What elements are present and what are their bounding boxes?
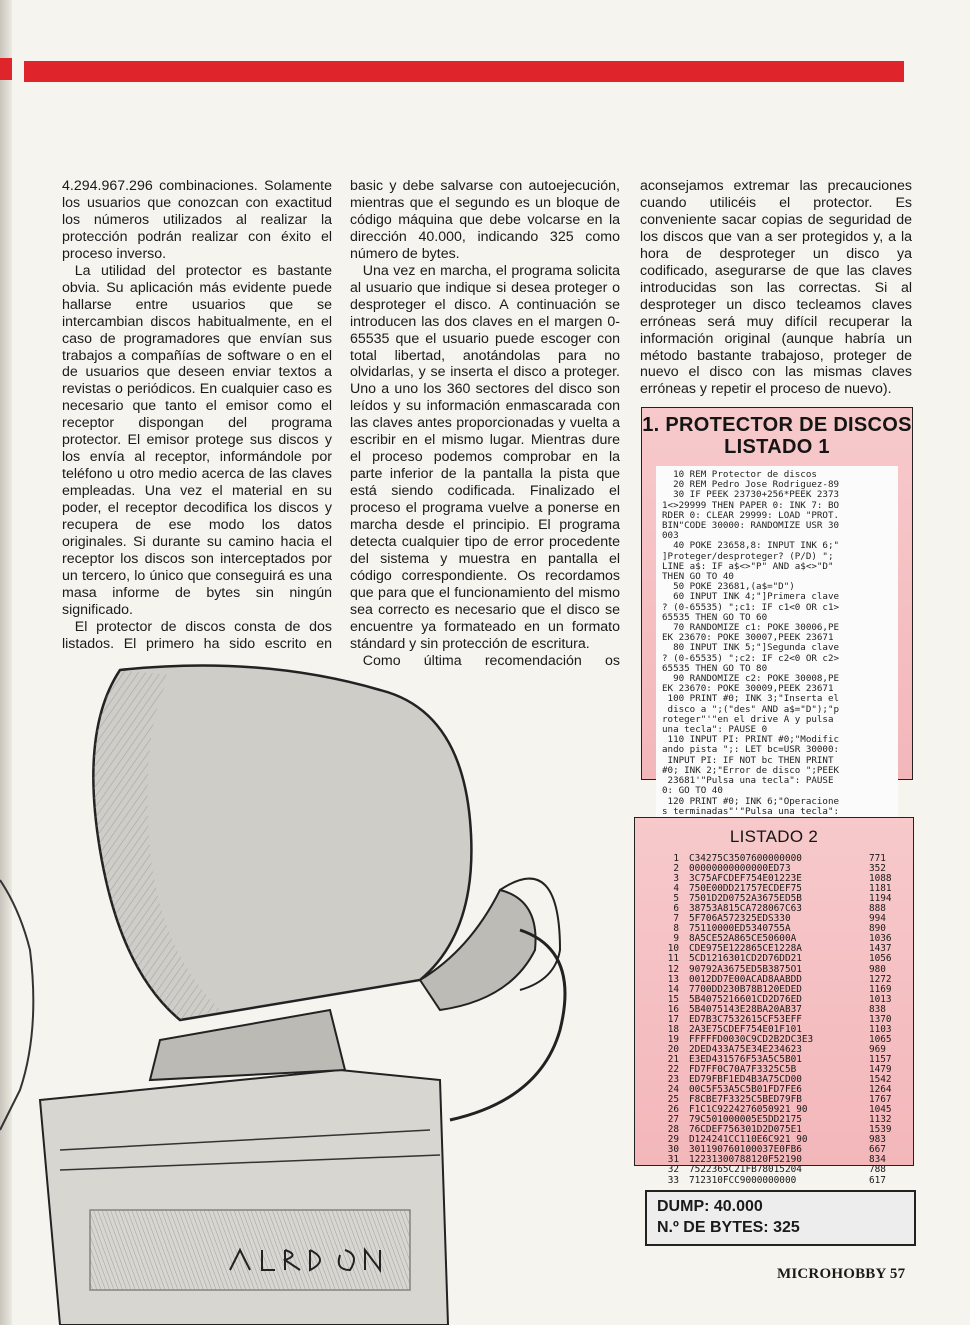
hex-data: 79C501000005E5DD2175 — [689, 1114, 802, 1126]
header-bar — [24, 61, 904, 82]
checksum: 1169 — [869, 983, 892, 995]
listing-2-table — [657, 854, 913, 1186]
article-paragraph: Como última recomendación os — [362, 652, 620, 669]
line-number: 28 — [667, 1124, 679, 1136]
hex-data: 5F706A572325EDS330 — [689, 913, 791, 925]
line-number: 27 — [667, 1114, 679, 1126]
line-number: 6 — [673, 903, 679, 915]
line-number: 11 — [667, 953, 679, 965]
article-paragraph: basic y debe salvarse con autoejecución, mientras que el segundo es un bloque de código máquina que debe volcarse en la dirección 40.000, indicando 325 como número de bytes. — [350, 178, 620, 262]
line-number: 16 — [667, 1003, 679, 1015]
checksum: 1542 — [869, 1074, 892, 1086]
checksum: 994 — [869, 913, 886, 925]
article-paragraph: Una vez en marcha, el programa solicita al usuario que indique si desea proteger o desproteger el disco. A continuación se introducen las dos claves en el margen 0-65535 que el usuario puede escoger con total libertad, anotándolas para no olvidarlas, y se inserta el disco a proteger. Uno a uno los 360 sectores del disco son leídos y su información enmascarada con las claves antes proporcionadas y vuelta a escribir en el mismo lugar. Mientras dure el proceso podemos comprobar en la parte inferior de la pantalla la pista que está siendo codificada. Finalizado el proceso el programa vuelve a ponerse en marcha desde el principio. El programa detecta cualquier tipo de error procedente del sistema y muestra en pantalla el código correspondiente. Os recordamos que para que el funcionamiento del mismo sea correcto es necesario que el disco se encuentre ya formateado en un formato stándard y sin protección de escritura. — [350, 262, 620, 652]
checksum: 1088 — [869, 873, 892, 885]
checksum: 983 — [869, 1134, 886, 1146]
checksum: 890 — [869, 923, 886, 935]
checksum: 1767 — [869, 1094, 892, 1106]
checksum: 1370 — [869, 1013, 892, 1025]
checksum: 1065 — [869, 1033, 892, 1045]
edge-tab — [0, 58, 12, 80]
hex-data: 7501D2D0752A3675ED5B — [689, 893, 802, 905]
line-number: 17 — [667, 1013, 679, 1025]
hex-data: F1C1C9224276050921 90 — [689, 1104, 808, 1116]
line-number: 21 — [667, 1053, 679, 1065]
checksum: 788 — [869, 1164, 886, 1176]
dump-address: DUMP: 40.000 — [657, 1198, 763, 1215]
artist-signature: TARDÓN — [245, 1268, 250, 1269]
line-number: 22 — [667, 1063, 679, 1075]
checksum: 888 — [869, 903, 886, 915]
listing-1-code: 10 REM Protector de discos 20 REM Pedro Jose Rodriguez-89 30 IF PEEK 23730+256*PEEK 2373 1<>29999 THEN PAPER 0: INK 7: BO RDER 0: CLEAR 29999: LOAD "PROT. BIN"CODE 30000: RANDOMIZE USR 30 003 40 POKE 23658,8: INPUT INK 6;" ]Proteger/desproteger? (P/D) "; LINE a$: IF a$<>"P" AND a$<>"D" THEN GO TO 40 50 POKE 23681,(a$="D") 60 INPUT INK 4;"]Primera clave ? (0-65535) ";c1: IF c1<0 OR c1> 65535 THEN GO TO 60 70 RANDOMIZE c1: POKE 30006,PE EK 23670: POKE 30007,PEEK 23671 80 INPUT INK 5;"]Segunda clave ? (0-65535) ";c2: IF c2<0 OR c2> 65535 THEN GO TO 80 90 RANDOMIZE c2: POKE 30008,PE EK 23670: POKE 30009,PEEK 23671 100 PRINT #0; INK 3;"Inserta el disco a ";("des" AND a$="D");"p roteger"'"en el drive A y pulsa una tecla": PAUSE 0 110 INPUT PI: PRINT #0;"Modific ando pista ";: LET bc=USR 30000: INPUT PI: IF NOT bc THEN PRINT #0; INK 2;"Error de disco ";PEEK 23681'"Pulsa una tecla": PAUSE 0: GO TO 40 120 PRINT #0; INK 6;"Operacione s terminadas"'"Pulsa una tecla": — [662, 469, 840, 817]
table-row — [657, 1165, 913, 1175]
article-paragraph: 4.294.967.296 combinaciones. Solamente los usuarios que conozcan con exactitud los números utilizados al realizar la protección podrán realizar con éxito el proceso inverso. — [62, 178, 332, 262]
checksum: 1181 — [869, 883, 892, 895]
article-paragraph: El protector de discos consta de dos listados. El primero ha sido escrito en — [62, 618, 332, 652]
hex-data: 12231300788120F52190 — [689, 1154, 802, 1166]
checksum: 617 — [869, 1174, 886, 1186]
line-number: 29 — [667, 1134, 679, 1146]
checksum: 352 — [869, 863, 886, 875]
computer-monitor-illustration — [0, 650, 625, 1325]
hex-data: D124241CC110E6C921 90 — [689, 1134, 808, 1146]
checksum: 1013 — [869, 993, 892, 1005]
listing-2-box — [634, 817, 914, 1186]
article-column-2 — [350, 178, 620, 670]
hex-data: 00C5F53A5C5B01FD7FE6 — [689, 1084, 802, 1096]
hex-data: 75110000ED5340755A — [689, 923, 791, 935]
checksum: 1132 — [869, 1114, 892, 1126]
page-footer: MICROHOBBY 57 — [777, 1266, 906, 1282]
article-column-3 — [640, 178, 912, 398]
checksum: 834 — [869, 1154, 886, 1166]
checksum: 1264 — [869, 1084, 892, 1096]
article-paragraph: La utilidad del protector es bastante obvia. Su aplicación más evidente puede hallarse entre usuarios que se intercambian discos habitualmente, en el caso de programadores que envían sus trabajos a compañías de software o en el de usuarios que deseen enviar textos a revistas o periódicos. En cualquier caso es necesario que tanto el emisor como el receptor dispongan del programa protector. El emisor protege sus discos y los envía al receptor, informándole por teléfono u otro medio acerca de las claves empleadas. Una vez el material en su poder, el receptor decodifica los discos y recupera de ese modo los datos originales. Si durante su camino hacia el receptor los discos son interceptados por un tercero, lo único que conseguirá es una masa informe de bytes sin ningún significado. — [62, 262, 332, 618]
line-number: 4 — [673, 883, 679, 895]
hex-data: 5CD1216301CD2D76DD21 — [689, 953, 802, 965]
hex-data: 750E00DD21757ECDEF75 — [689, 883, 802, 895]
checksum: 771 — [869, 853, 886, 864]
table-row — [657, 954, 913, 964]
line-number: 2 — [673, 863, 679, 875]
line-number: 31 — [667, 1154, 679, 1166]
line-number: 9 — [673, 933, 679, 945]
hex-data: 00000000000000ED73 — [689, 863, 791, 875]
dump-bytes: N.º DE BYTES: 325 — [657, 1219, 800, 1236]
checksum: 1272 — [869, 973, 892, 985]
line-number: 5 — [673, 893, 679, 905]
listing-1-title — [642, 414, 912, 458]
line-number: 20 — [667, 1043, 679, 1055]
line-number: 33 — [667, 1174, 679, 1186]
hex-data: 5B4075216601CD2D76ED — [689, 993, 802, 1005]
checksum: 1437 — [869, 943, 892, 955]
line-number: 15 — [667, 993, 679, 1005]
line-number: 12 — [667, 963, 679, 975]
checksum: 1103 — [869, 1023, 892, 1035]
line-number: 18 — [667, 1023, 679, 1035]
line-number: 14 — [667, 983, 679, 995]
checksum: 1539 — [869, 1124, 892, 1136]
hex-data: 8A5CE52A865CE50600A — [689, 933, 797, 945]
checksum: 980 — [869, 963, 886, 975]
line-number: 19 — [667, 1033, 679, 1045]
hex-data: F8CBE7F3325C5BED79FB — [689, 1094, 802, 1106]
line-number: 7 — [673, 913, 679, 925]
line-number: 25 — [667, 1094, 679, 1106]
line-number: 3 — [673, 873, 679, 885]
checksum: 1045 — [869, 1104, 892, 1116]
hex-data: C34275C3507600000000 — [689, 853, 802, 864]
checksum: 1056 — [869, 953, 892, 965]
hex-data: 90792A3675ED5B3875O1 — [689, 963, 802, 975]
article-paragraph: aconsejamos extremar las precauciones cuando utilicéis el protector. Es conveniente sacar copias de seguridad de los discos que van a ser protegidos y, a la hora de desproteger un disco ya codificado, asegurarse de que las claves introducidas son las correctas. Si al desproteger un disco tecleamos claves erróneas será muy difícil recuperar la información original (aunque habría un método bastante trabajoso, proteger de nuevo el disco con las mismas claves erróneas y repetir el proceso de nuevo). — [640, 178, 912, 398]
listing-1-code-panel — [656, 466, 898, 831]
line-number: 13 — [667, 973, 679, 985]
hex-data: 76CDEF756301D2D075E1 — [689, 1124, 802, 1136]
hex-data: FD7FF0C70A7F3325C5B — [689, 1063, 797, 1075]
table-row — [657, 1176, 913, 1186]
line-number: 10 — [667, 943, 679, 955]
checksum: 838 — [869, 1003, 886, 1015]
hex-data: E3ED431576F53A5C5B01 — [689, 1053, 802, 1065]
hex-data: ED79FBF1ED4B3A75CD00 — [689, 1074, 802, 1086]
hex-data: ED7B3C7532615CF53EFF — [689, 1013, 802, 1025]
hex-data: 5B4075143E28BA20AB37 — [689, 1003, 802, 1015]
hex-data: 0012DD7E00ACAD8AABDD — [689, 973, 802, 985]
hex-data: FFFFFD0030C9CD2B2DC3E3 — [689, 1033, 814, 1045]
hex-data: 2DED433A75E34E234623 — [689, 1043, 802, 1055]
hex-data: CDE975E122865CE1228A — [689, 943, 802, 955]
line-number: 1 — [673, 853, 679, 864]
checksum: 667 — [869, 1144, 886, 1156]
line-number: 30 — [667, 1144, 679, 1156]
article-column-1 — [62, 178, 332, 653]
listing-1-title-line2: LISTADO 1 — [724, 436, 830, 458]
line-number: 8 — [673, 923, 679, 935]
checksum: 1036 — [869, 933, 892, 945]
hex-data: 3C75AFCDEF754E01223E — [689, 873, 802, 885]
hex-data: 38753A815CA728067C63 — [689, 903, 802, 915]
listing-1-title-line1: 1. PROTECTOR DE DISCOS — [642, 414, 912, 436]
listing-1-box — [641, 407, 913, 817]
hex-data: 712310FCC9000000000 — [689, 1174, 797, 1186]
line-number: 26 — [667, 1104, 679, 1116]
line-number: 24 — [667, 1084, 679, 1096]
checksum: 1479 — [869, 1063, 892, 1075]
hex-data: 7522365C21FB78015204 — [689, 1164, 802, 1176]
dump-info-box — [645, 1190, 916, 1246]
line-number: 23 — [667, 1074, 679, 1086]
checksum: 1157 — [869, 1053, 892, 1065]
checksum: 969 — [869, 1043, 886, 1055]
checksum: 1194 — [869, 893, 892, 905]
line-number: 32 — [667, 1164, 679, 1176]
hex-data: 7700DD230B78B120EDED — [689, 983, 802, 995]
hex-data: 301190760100037E0FB6 — [689, 1144, 802, 1156]
hex-data: 2A3E75CDEF754E01F101 — [689, 1023, 802, 1035]
listing-2-title: LISTADO 2 — [729, 827, 819, 846]
